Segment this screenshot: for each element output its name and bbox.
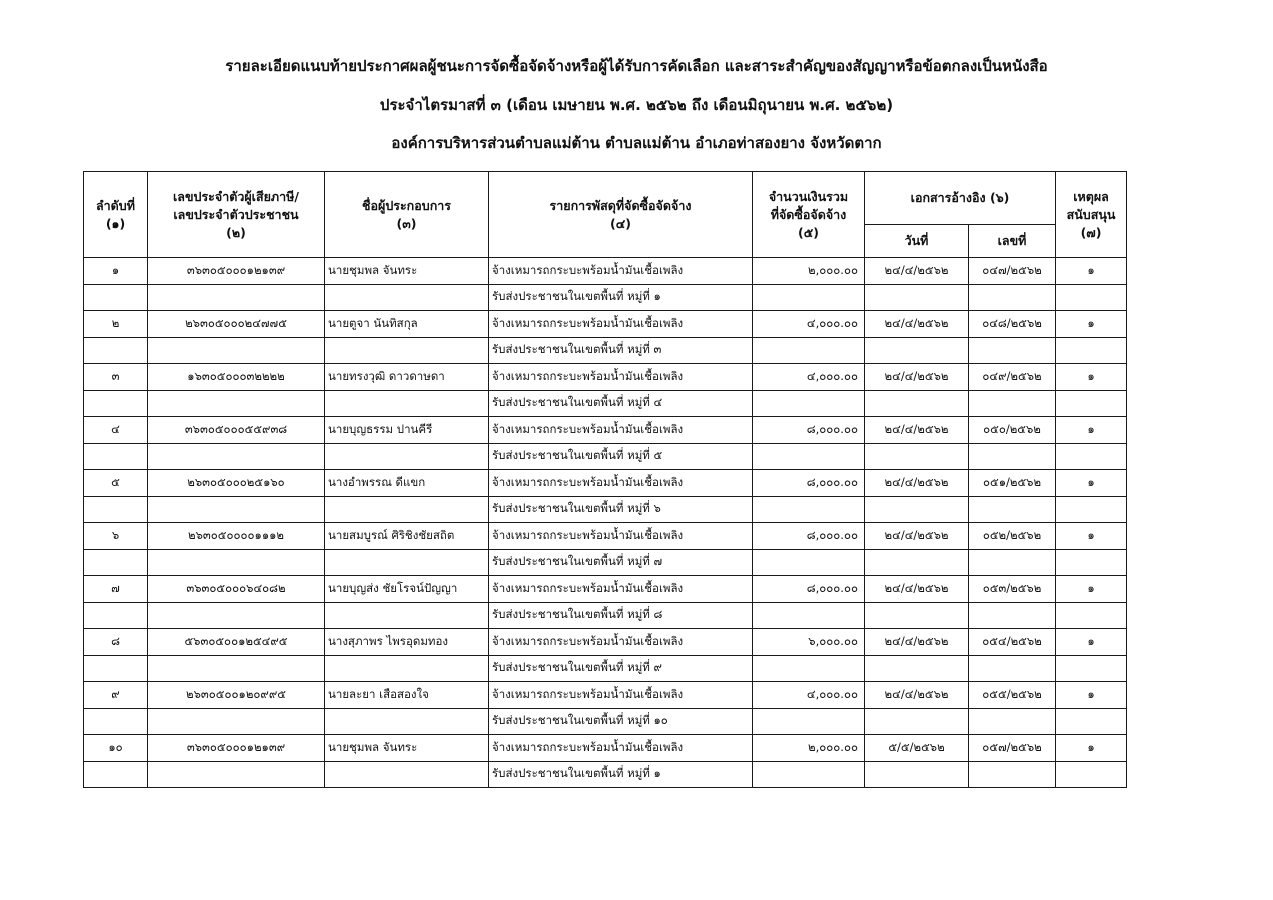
- cell-empty: [753, 602, 865, 629]
- cell-item-detail: รับส่งประชาชนในเขตพื้นที่ หมู่ที่ ๑: [489, 761, 753, 788]
- cell-ref-date: ๒๔/๔/๒๕๖๒: [865, 576, 969, 603]
- cell-item-detail: รับส่งประชาชนในเขตพื้นที่ หมู่ที่ ๘: [489, 602, 753, 629]
- cell-empty: [325, 284, 489, 311]
- cell-item-detail: รับส่งประชาชนในเขตพื้นที่ หมู่ที่ ๖: [489, 496, 753, 523]
- table-row-continuation: [84, 496, 1127, 523]
- cell-empty: [753, 496, 865, 523]
- cell-ref-date: ๒๔/๔/๒๕๖๒: [865, 629, 969, 656]
- cell-empty: [865, 549, 969, 576]
- cell-reason: ๑: [1056, 470, 1127, 497]
- col-amount-header: จำนวนเงินรวม ที่จัดซื้อจัดจ้าง (๕): [753, 172, 865, 258]
- cell-empty: [84, 708, 148, 735]
- cell-seq: ๖: [84, 523, 148, 550]
- cell-empty: [148, 708, 325, 735]
- col-ref-header: เอกสารอ้างอิง (๖): [865, 172, 1056, 225]
- cell-taxid: ๒๖๓๐๕๐๐๐๐๑๑๑๒: [148, 523, 325, 550]
- cell-reason: ๑: [1056, 258, 1127, 285]
- cell-empty: [325, 708, 489, 735]
- cell-amount: ๖,๐๐๐.๐๐: [753, 629, 865, 656]
- cell-empty: [1056, 549, 1127, 576]
- col-reason-header: เหตุผล สนับสนุน (๗): [1056, 172, 1127, 258]
- cell-empty: [865, 337, 969, 364]
- cell-empty: [865, 602, 969, 629]
- cell-empty: [84, 602, 148, 629]
- cell-empty: [865, 443, 969, 470]
- cell-amount: ๔,๐๐๐.๐๐: [753, 682, 865, 709]
- cell-amount: ๔,๐๐๐.๐๐: [753, 364, 865, 391]
- cell-vendor-name: นางอำพรรณ ดีแขก: [325, 470, 489, 497]
- cell-empty: [84, 284, 148, 311]
- cell-empty: [84, 761, 148, 788]
- cell-item-detail: รับส่งประชาชนในเขตพื้นที่ หมู่ที่ ๑: [489, 284, 753, 311]
- cell-ref-no: ๐๕๓/๒๕๖๒: [969, 576, 1056, 603]
- table-row-continuation: [84, 390, 1127, 417]
- cell-amount: ๘,๐๐๐.๐๐: [753, 576, 865, 603]
- cell-empty: [753, 655, 865, 682]
- table-row: [84, 523, 1127, 550]
- cell-empty: [84, 549, 148, 576]
- cell-reason: ๑: [1056, 417, 1127, 444]
- cell-ref-date: ๒๔/๔/๒๕๖๒: [865, 682, 969, 709]
- cell-amount: ๒,๐๐๐.๐๐: [753, 735, 865, 762]
- cell-empty: [969, 602, 1056, 629]
- cell-item: จ้างเหมารถกระบะพร้อมน้ำมันเชื้อเพลิง: [489, 470, 753, 497]
- table-row: [84, 258, 1127, 285]
- cell-empty: [969, 655, 1056, 682]
- cell-empty: [325, 761, 489, 788]
- cell-empty: [84, 390, 148, 417]
- cell-reason: ๑: [1056, 576, 1127, 603]
- table-body: [84, 258, 1127, 788]
- table-row: [84, 311, 1127, 338]
- cell-ref-date: ๒๔/๔/๒๕๖๒: [865, 417, 969, 444]
- cell-empty: [753, 761, 865, 788]
- cell-empty: [84, 443, 148, 470]
- cell-ref-date: ๒๔/๔/๒๕๖๒: [865, 364, 969, 391]
- cell-seq: ๓: [84, 364, 148, 391]
- cell-empty: [325, 337, 489, 364]
- cell-empty: [325, 602, 489, 629]
- cell-empty: [1056, 761, 1127, 788]
- cell-vendor-name: นายตูจา นันทิสกุล: [325, 311, 489, 338]
- cell-seq: ๘: [84, 629, 148, 656]
- cell-empty: [1056, 337, 1127, 364]
- cell-reason: ๑: [1056, 629, 1127, 656]
- table-row: [84, 364, 1127, 391]
- cell-empty: [865, 655, 969, 682]
- cell-item: จ้างเหมารถกระบะพร้อมน้ำมันเชื้อเพลิง: [489, 311, 753, 338]
- cell-empty: [325, 496, 489, 523]
- cell-empty: [325, 443, 489, 470]
- document-title: รายละเอียดแนบท้ายประกาศผลผู้ชนะการจัดซื้อจัดจ้างหรือผู้ได้รับการคัดเลือก และสาระสำคัญของสัญญาหรือข้อตกลงเป็นหนังสือ: [225, 57, 1048, 75]
- cell-empty: [753, 708, 865, 735]
- cell-item-detail: รับส่งประชาชนในเขตพื้นที่ หมู่ที่ ๕: [489, 443, 753, 470]
- cell-empty: [969, 443, 1056, 470]
- cell-seq: ๒: [84, 311, 148, 338]
- document-period: ประจำไตรมาสที่ ๓ (เดือน เมษายน พ.ศ. ๒๕๖๒ ถึง เดือนมิถุนายน พ.ศ. ๒๕๖๒): [379, 96, 894, 114]
- table-row-continuation: [84, 549, 1127, 576]
- cell-reason: ๑: [1056, 735, 1127, 762]
- cell-empty: [969, 761, 1056, 788]
- cell-reason: ๑: [1056, 311, 1127, 338]
- cell-taxid: ๕๖๓๐๕๐๐๑๒๕๔๙๕: [148, 629, 325, 656]
- document-organization: องค์การบริหารส่วนตำบลแม่ต้าน ตำบลแม่ต้าน อำเภอท่าสองยาง จังหวัดตาก: [391, 134, 882, 152]
- col-taxid-header: เลขประจำตัวผู้เสียภาษี/ เลขประจำตัวประชาชน (๒): [148, 172, 325, 258]
- cell-amount: ๘,๐๐๐.๐๐: [753, 417, 865, 444]
- table-row-continuation: [84, 655, 1127, 682]
- cell-seq: ๑๐: [84, 735, 148, 762]
- cell-item: จ้างเหมารถกระบะพร้อมน้ำมันเชื้อเพลิง: [489, 629, 753, 656]
- cell-empty: [753, 284, 865, 311]
- cell-ref-no: ๐๔๗/๒๕๖๒: [969, 258, 1056, 285]
- cell-ref-no: ๐๕๔/๒๕๖๒: [969, 629, 1056, 656]
- cell-empty: [969, 496, 1056, 523]
- cell-item: จ้างเหมารถกระบะพร้อมน้ำมันเชื้อเพลิง: [489, 523, 753, 550]
- table-row: [84, 417, 1127, 444]
- cell-empty: [1056, 602, 1127, 629]
- table-row: [84, 576, 1127, 603]
- cell-item: จ้างเหมารถกระบะพร้อมน้ำมันเชื้อเพลิง: [489, 576, 753, 603]
- cell-ref-no: ๐๕๑/๒๕๖๒: [969, 470, 1056, 497]
- table-row-continuation: [84, 443, 1127, 470]
- cell-empty: [865, 390, 969, 417]
- cell-ref-no: ๐๔๘/๒๕๖๒: [969, 311, 1056, 338]
- cell-empty: [325, 549, 489, 576]
- cell-empty: [148, 655, 325, 682]
- cell-item-detail: รับส่งประชาชนในเขตพื้นที่ หมู่ที่ ๙: [489, 655, 753, 682]
- table-header: [84, 172, 1127, 258]
- cell-seq: ๙: [84, 682, 148, 709]
- cell-empty: [969, 549, 1056, 576]
- cell-item: จ้างเหมารถกระบะพร้อมน้ำมันเชื้อเพลิง: [489, 682, 753, 709]
- cell-seq: ๕: [84, 470, 148, 497]
- cell-ref-no: ๐๕๕/๒๕๖๒: [969, 682, 1056, 709]
- cell-taxid: ๒๖๓๐๕๐๐๐๒๕๑๖๐: [148, 470, 325, 497]
- cell-item-detail: รับส่งประชาชนในเขตพื้นที่ หมู่ที่ ๑๐: [489, 708, 753, 735]
- cell-taxid: ๓๖๓๐๕๐๐๐๕๕๙๓๘: [148, 417, 325, 444]
- cell-taxid: ๒๖๓๐๕๐๐๐๒๔๗๗๕: [148, 311, 325, 338]
- cell-item: จ้างเหมารถกระบะพร้อมน้ำมันเชื้อเพลิง: [489, 735, 753, 762]
- table-row-continuation: [84, 708, 1127, 735]
- table-row: [84, 682, 1127, 709]
- table-row-continuation: [84, 284, 1127, 311]
- cell-item: จ้างเหมารถกระบะพร้อมน้ำมันเชื้อเพลิง: [489, 364, 753, 391]
- cell-empty: [84, 496, 148, 523]
- cell-item-detail: รับส่งประชาชนในเขตพื้นที่ หมู่ที่ ๓: [489, 337, 753, 364]
- cell-empty: [865, 496, 969, 523]
- col-seq-header: ลำดับที่ (๑): [84, 172, 148, 258]
- cell-amount: ๘,๐๐๐.๐๐: [753, 523, 865, 550]
- cell-amount: ๘,๐๐๐.๐๐: [753, 470, 865, 497]
- cell-empty: [148, 602, 325, 629]
- cell-vendor-name: นางสุภาพร ไพรอุดมทอง: [325, 629, 489, 656]
- col-ref-date-header: วันที่: [865, 225, 969, 258]
- cell-vendor-name: นายบุญส่ง ชัยโรจน์ปัญญา: [325, 576, 489, 603]
- table-row: [84, 735, 1127, 762]
- cell-empty: [148, 761, 325, 788]
- cell-ref-date: ๕/๕/๒๕๖๒: [865, 735, 969, 762]
- cell-empty: [1056, 655, 1127, 682]
- cell-empty: [148, 337, 325, 364]
- cell-empty: [148, 496, 325, 523]
- cell-amount: ๒,๐๐๐.๐๐: [753, 258, 865, 285]
- cell-empty: [753, 390, 865, 417]
- cell-item: จ้างเหมารถกระบะพร้อมน้ำมันเชื้อเพลิง: [489, 417, 753, 444]
- cell-vendor-name: นายชุมพล จันทระ: [325, 735, 489, 762]
- cell-seq: ๑: [84, 258, 148, 285]
- cell-empty: [84, 337, 148, 364]
- col-ref-no-header: เลขที่: [969, 225, 1056, 258]
- cell-seq: ๔: [84, 417, 148, 444]
- cell-vendor-name: นายละยา เสือสองใจ: [325, 682, 489, 709]
- cell-ref-date: ๒๔/๔/๒๕๖๒: [865, 311, 969, 338]
- cell-empty: [969, 337, 1056, 364]
- cell-empty: [969, 390, 1056, 417]
- cell-taxid: ๑๖๓๐๕๐๐๐๓๒๒๒๒: [148, 364, 325, 391]
- cell-item-detail: รับส่งประชาชนในเขตพื้นที่ หมู่ที่ ๔: [489, 390, 753, 417]
- cell-empty: [325, 390, 489, 417]
- cell-reason: ๑: [1056, 523, 1127, 550]
- cell-ref-no: ๐๕๗/๒๕๖๒: [969, 735, 1056, 762]
- col-name-header: ชื่อผู้ประกอบการ (๓): [325, 172, 489, 258]
- cell-empty: [1056, 443, 1127, 470]
- cell-ref-date: ๒๔/๔/๒๕๖๒: [865, 258, 969, 285]
- cell-empty: [84, 655, 148, 682]
- cell-amount: ๔,๐๐๐.๐๐: [753, 311, 865, 338]
- cell-vendor-name: นายบุญธรรม ปานคีรี: [325, 417, 489, 444]
- cell-reason: ๑: [1056, 364, 1127, 391]
- cell-ref-no: ๐๕๐/๒๕๖๒: [969, 417, 1056, 444]
- cell-empty: [865, 284, 969, 311]
- cell-vendor-name: นายทรงวุฒิ ดาวดาษดา: [325, 364, 489, 391]
- cell-empty: [753, 443, 865, 470]
- cell-empty: [148, 284, 325, 311]
- cell-taxid: ๓๖๓๐๕๐๐๐๖๔๐๘๒: [148, 576, 325, 603]
- cell-empty: [1056, 390, 1127, 417]
- cell-ref-no: ๐๕๒/๒๕๖๒: [969, 523, 1056, 550]
- cell-empty: [1056, 496, 1127, 523]
- procurement-table: [83, 171, 1127, 788]
- cell-empty: [148, 443, 325, 470]
- cell-empty: [148, 549, 325, 576]
- cell-taxid: ๒๖๓๐๕๐๐๑๒๐๙๙๕: [148, 682, 325, 709]
- cell-taxid: ๓๖๓๐๕๐๐๐๑๒๑๓๙: [148, 258, 325, 285]
- cell-empty: [325, 655, 489, 682]
- cell-ref-date: ๒๔/๔/๒๕๖๒: [865, 470, 969, 497]
- table-row-continuation: [84, 337, 1127, 364]
- cell-vendor-name: นายชุมพล จันทระ: [325, 258, 489, 285]
- cell-vendor-name: นายสมบูรณ์ ศิริชิงชัยสถิต: [325, 523, 489, 550]
- cell-empty: [865, 708, 969, 735]
- cell-empty: [1056, 708, 1127, 735]
- cell-ref-no: ๐๔๙/๒๕๖๒: [969, 364, 1056, 391]
- cell-empty: [148, 390, 325, 417]
- cell-ref-date: ๒๔/๔/๒๕๖๒: [865, 523, 969, 550]
- cell-empty: [753, 337, 865, 364]
- cell-empty: [753, 549, 865, 576]
- table-row-continuation: [84, 602, 1127, 629]
- cell-item-detail: รับส่งประชาชนในเขตพื้นที่ หมู่ที่ ๗: [489, 549, 753, 576]
- cell-seq: ๗: [84, 576, 148, 603]
- table-row-continuation: [84, 761, 1127, 788]
- cell-reason: ๑: [1056, 682, 1127, 709]
- col-items-header: รายการพัสดุที่จัดซื้อจัดจ้าง (๔): [489, 172, 753, 258]
- cell-empty: [1056, 284, 1127, 311]
- cell-item: จ้างเหมารถกระบะพร้อมน้ำมันเชื้อเพลิง: [489, 258, 753, 285]
- cell-empty: [969, 284, 1056, 311]
- cell-empty: [865, 761, 969, 788]
- cell-empty: [969, 708, 1056, 735]
- table-row: [84, 470, 1127, 497]
- cell-taxid: ๓๖๓๐๕๐๐๐๑๒๑๓๙: [148, 735, 325, 762]
- table-row: [84, 629, 1127, 656]
